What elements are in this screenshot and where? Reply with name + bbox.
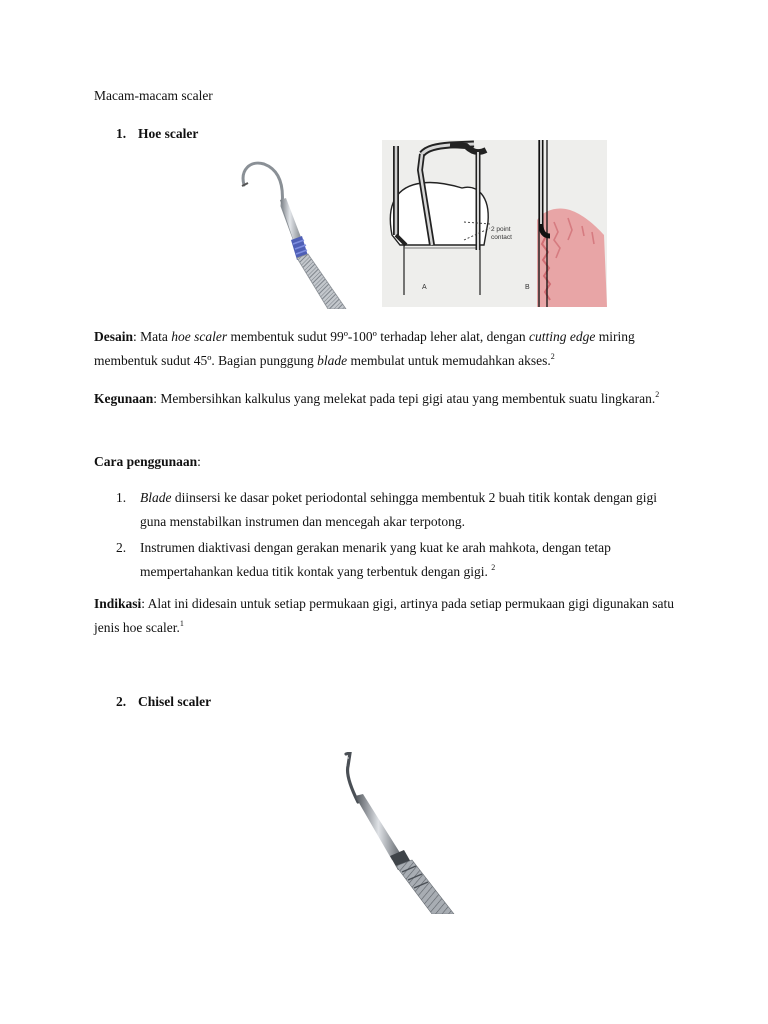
paragraph-desain bbox=[94, 325, 679, 373]
list-item bbox=[116, 536, 681, 584]
list-item-number: 1. bbox=[116, 490, 127, 505]
list-item-number: 2. bbox=[116, 540, 127, 555]
section-number: 1. bbox=[116, 126, 127, 141]
label-a: A bbox=[422, 284, 427, 291]
cara-colon: : bbox=[197, 454, 201, 469]
cara-penggunaan-list bbox=[116, 486, 681, 584]
desain-italic-1: hoe scaler bbox=[171, 329, 228, 344]
desain-text-1: : Mata bbox=[133, 329, 172, 344]
hoe-scaler-instrument-image bbox=[236, 152, 356, 309]
reference-superscript: 1 bbox=[179, 619, 184, 628]
desain-text-4: membulat untuk memudahkan akses. bbox=[347, 353, 551, 368]
list-item bbox=[116, 486, 681, 534]
kegunaan-text: : Membersihkan kalkulus yang melekat pada tepi gigi atau yang membentuk suatu lingkaran. bbox=[153, 391, 656, 406]
reference-superscript: 2 bbox=[655, 390, 660, 399]
section-title: Chisel scaler bbox=[138, 694, 212, 709]
reference-superscript: 2 bbox=[550, 352, 555, 361]
list-item-text: diinsersi ke dasar poket periodontal sehingga membentuk 2 buah titik kontak dengan gigi guna menstabilkan instrumen dan mencegah akar terpotong. bbox=[140, 490, 658, 529]
section-title: Hoe scaler bbox=[138, 126, 199, 141]
label-contact-line2: contact bbox=[491, 234, 512, 241]
section-heading-hoe-scaler bbox=[116, 126, 198, 142]
paragraph-cara-penggunaan bbox=[94, 450, 679, 474]
reference-superscript: 2 bbox=[491, 563, 496, 572]
list-item-text: Instrumen diaktivasi dengan gerakan menarik yang kuat ke arah mahkota, dengan tetap mempertahankan kedua titik kontak yang terbentuk dengan gigi. bbox=[140, 540, 611, 579]
indikasi-text: : Alat ini didesain untuk setiap permukaan gigi, artinya pada setiap permukaan gigi digunakan satu jenis hoe scaler. bbox=[94, 596, 675, 635]
label-contact-line1: 2 point bbox=[491, 226, 511, 233]
chisel-scaler-instrument-image bbox=[336, 752, 460, 914]
label-cara-penggunaan: Cara penggunaan bbox=[94, 454, 198, 469]
label-b: B bbox=[525, 284, 530, 291]
section-number: 2. bbox=[116, 694, 127, 709]
label-kegunaan: Kegunaan bbox=[94, 391, 154, 406]
label-desain: Desain bbox=[94, 329, 134, 344]
label-indikasi: Indikasi bbox=[94, 596, 142, 611]
list-item-italic: Blade bbox=[140, 490, 172, 505]
desain-text-2: membentuk sudut 99º-100º terhadap leher alat, dengan bbox=[227, 329, 530, 344]
section-heading-chisel-scaler bbox=[116, 694, 211, 710]
desain-text-3: miring membentuk sudut 45º. Bagian punggung bbox=[94, 329, 635, 368]
hoe-scaler-contact-diagram bbox=[382, 140, 607, 307]
paragraph-kegunaan bbox=[94, 387, 679, 411]
desain-italic-2: cutting edge bbox=[529, 329, 596, 344]
document-title: Macam-macam scaler bbox=[94, 88, 213, 103]
paragraph-indikasi bbox=[94, 592, 679, 640]
desain-italic-3: blade bbox=[317, 353, 348, 368]
